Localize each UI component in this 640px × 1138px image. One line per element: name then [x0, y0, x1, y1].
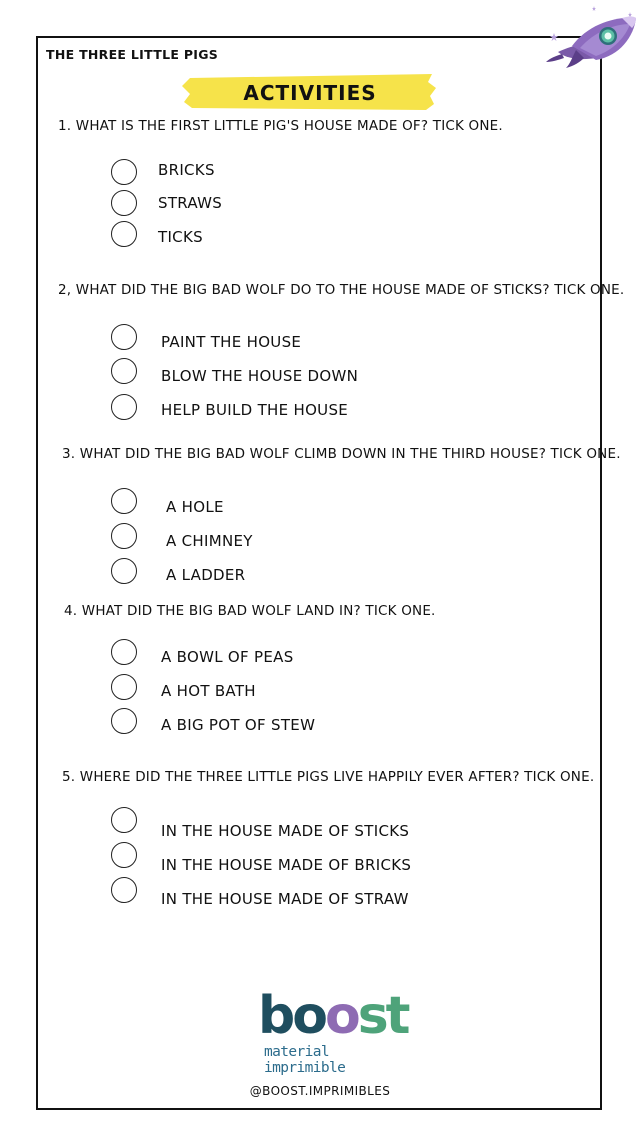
option-2b-label: BLOW THE HOUSE DOWN [161, 367, 359, 385]
option-1b-label: STRAWS [158, 194, 223, 212]
option-5b-radio[interactable] [111, 842, 137, 868]
question-5-text: 5. WHERE DID THE THREE LITTLE PIGS LIVE HAPPILY EVER AFTER? TICK ONE. [62, 769, 595, 785]
logo-wordmark [258, 986, 408, 1046]
logo-wordmark-part1: bo [258, 986, 325, 1046]
option-2a-label: PAINT THE HOUSE [161, 333, 302, 351]
question-2-text: 2, WHAT DID THE BIG BAD WOLF DO TO THE HOUSE MADE OF STICKS? TICK ONE. [58, 282, 625, 298]
question-4-text: 4. WHAT DID THE BIG BAD WOLF LAND IN? TICK ONE. [64, 603, 436, 619]
option-3a-radio[interactable] [111, 488, 137, 514]
option-1a-radio[interactable] [111, 159, 137, 185]
logo-tagline: material imprimible [264, 1044, 346, 1076]
question-3-text: 3. WHAT DID THE BIG BAD WOLF CLIMB DOWN IN THE THIRD HOUSE? TICK ONE. [62, 446, 621, 462]
option-2c-radio[interactable] [111, 394, 137, 420]
option-5c-radio[interactable] [111, 877, 137, 903]
option-5a-label: IN THE HOUSE MADE OF STICKS [161, 822, 410, 840]
option-4a-radio[interactable] [111, 639, 137, 665]
option-1a-label: BRICKS [158, 161, 215, 179]
social-handle: @BOOST.IMPRIMIBLES [249, 1084, 391, 1098]
document-title: THE THREE LITTLE PIGS [46, 47, 219, 62]
option-3c-radio[interactable] [111, 558, 137, 584]
option-1c-label: TICKS [158, 228, 203, 246]
option-2a-radio[interactable] [111, 324, 137, 350]
option-3b-label: A CHIMNEY [166, 532, 253, 550]
rocket-icon [536, 2, 640, 72]
activities-banner [182, 72, 438, 112]
option-4c-label: A BIG POT OF STEW [161, 716, 316, 734]
option-4c-radio[interactable] [111, 708, 137, 734]
option-2b-radio[interactable] [111, 358, 137, 384]
logo-wordmark-part3: st [357, 986, 408, 1046]
option-4b-label: A HOT BATH [161, 682, 256, 700]
banner-title: ACTIVITIES [243, 81, 377, 105]
option-5a-radio[interactable] [111, 807, 137, 833]
option-3a-label: A HOLE [166, 498, 224, 516]
option-4b-radio[interactable] [111, 674, 137, 700]
logo-wordmark-part2: o [324, 986, 358, 1046]
option-5b-label: IN THE HOUSE MADE OF BRICKS [161, 856, 412, 874]
option-3c-label: A LADDER [166, 566, 246, 584]
option-3b-radio[interactable] [111, 523, 137, 549]
option-1b-radio[interactable] [111, 190, 137, 216]
question-1-text: 1. WHAT IS THE FIRST LITTLE PIG'S HOUSE MADE OF? TICK ONE. [58, 118, 503, 134]
option-2c-label: HELP BUILD THE HOUSE [161, 401, 349, 419]
boost-logo [252, 986, 408, 1076]
option-5c-label: IN THE HOUSE MADE OF STRAW [161, 890, 409, 908]
option-1c-radio[interactable] [111, 221, 137, 247]
option-4a-label: A BOWL OF PEAS [161, 648, 294, 666]
